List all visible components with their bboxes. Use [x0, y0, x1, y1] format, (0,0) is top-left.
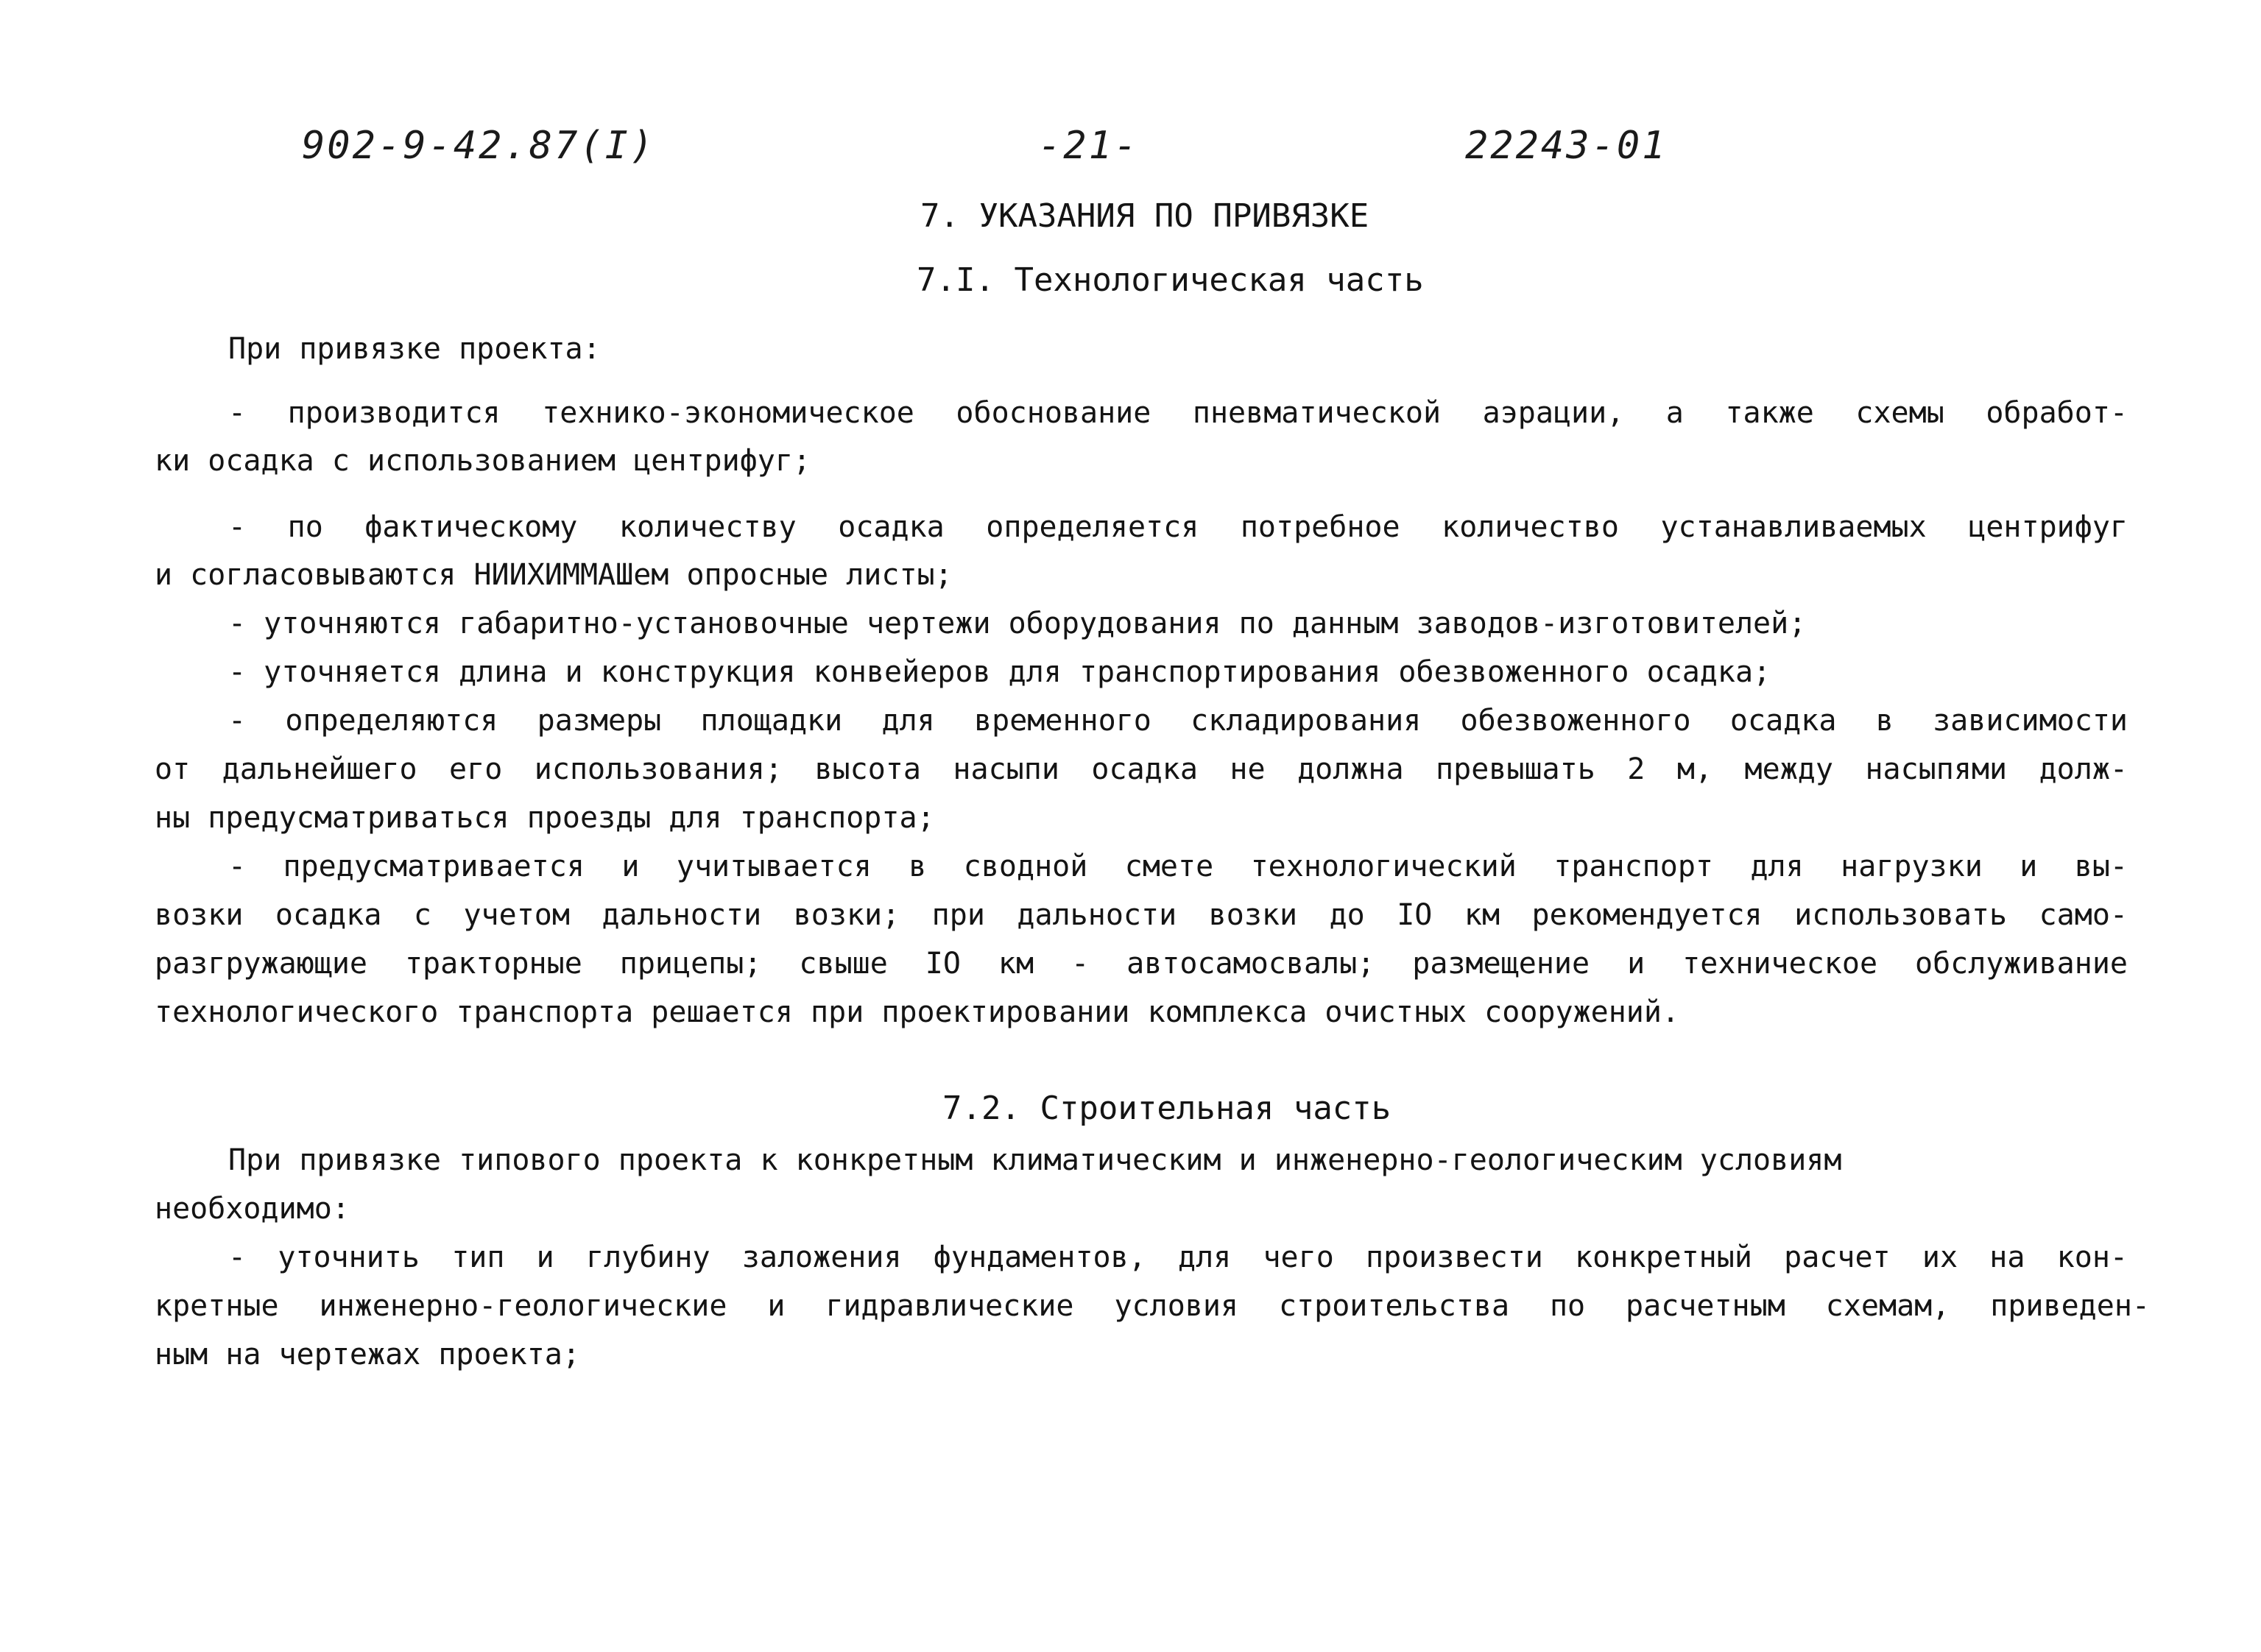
subsection-heading-technological: 7.I. Технологическая часть [917, 261, 1424, 299]
text-line: - определяются размеры площадки для временного складирования обезвоженного осадка в зависимости [228, 704, 2128, 738]
text-line: разгружающие тракторные прицепы; свыше IO км - автосамосвалы; размещение и техническое обслуживание [155, 947, 2128, 981]
text-line: от дальнейшего его использования; высота насыпи осадка не должна превышать 2 м, между насыпями долж- [155, 752, 2128, 786]
text-line: кретные инженерно-геологические и гидравлические условия строительства по расчетным схемам, приведен- [155, 1289, 2150, 1323]
text-line: технологического транспорта решается при проектировании комплекса очистных сооружений. [155, 995, 1680, 1029]
text-line: ны предусматриваться проезды для транспорта; [155, 801, 935, 835]
text-line: ным на чертежах проекта; [155, 1338, 580, 1372]
text-line: и согласовываются НИИХИММАШем опросные листы; [155, 558, 953, 592]
subsection-heading-construction: 7.2. Строительная часть [942, 1090, 1391, 1127]
text-line: - уточняются габаритно-установочные чертежи оборудования по данным заводов-изготовителей; [228, 607, 1807, 640]
text-line: ки осадка с использованием центрифуг; [155, 444, 811, 478]
text-line: возки осадка с учетом дальности возки; при дальности возки до IO км рекомендуется использовать само- [155, 898, 2128, 932]
page-number: -21- [1038, 124, 1140, 168]
section-heading: 7. УКАЗАНИЯ ПО ПРИВЯЗКЕ [920, 197, 1369, 235]
text-line: - по фактическому количеству осадка определяется потребное количество устанавливаемых центрифуг [228, 510, 2128, 544]
paragraph-intro: При привязке проекта: [228, 332, 601, 366]
text-line: необходимо: [155, 1192, 350, 1226]
text-line: - предусматривается и учитывается в сводной смете технологический транспорт для нагрузки и вы- [228, 850, 2128, 883]
text-line: - производится технико-экономическое обоснование пневматической аэрации, а также схемы обработ- [228, 396, 2128, 430]
text-line: При привязке типового проекта к конкретным климатическим и инженерно-геологическим условиям [228, 1143, 1842, 1177]
document-number: 22243-01 [1465, 124, 1668, 168]
text-line: - уточнить тип и глубину заложения фундаментов, для чего произвести конкретный расчет их на кон- [228, 1240, 2128, 1274]
document-code: 902-9-42.87(I) [302, 124, 656, 168]
text-line: - уточняется длина и конструкция конвейеров для транспортирования обезвоженного осадка; [228, 655, 1771, 689]
